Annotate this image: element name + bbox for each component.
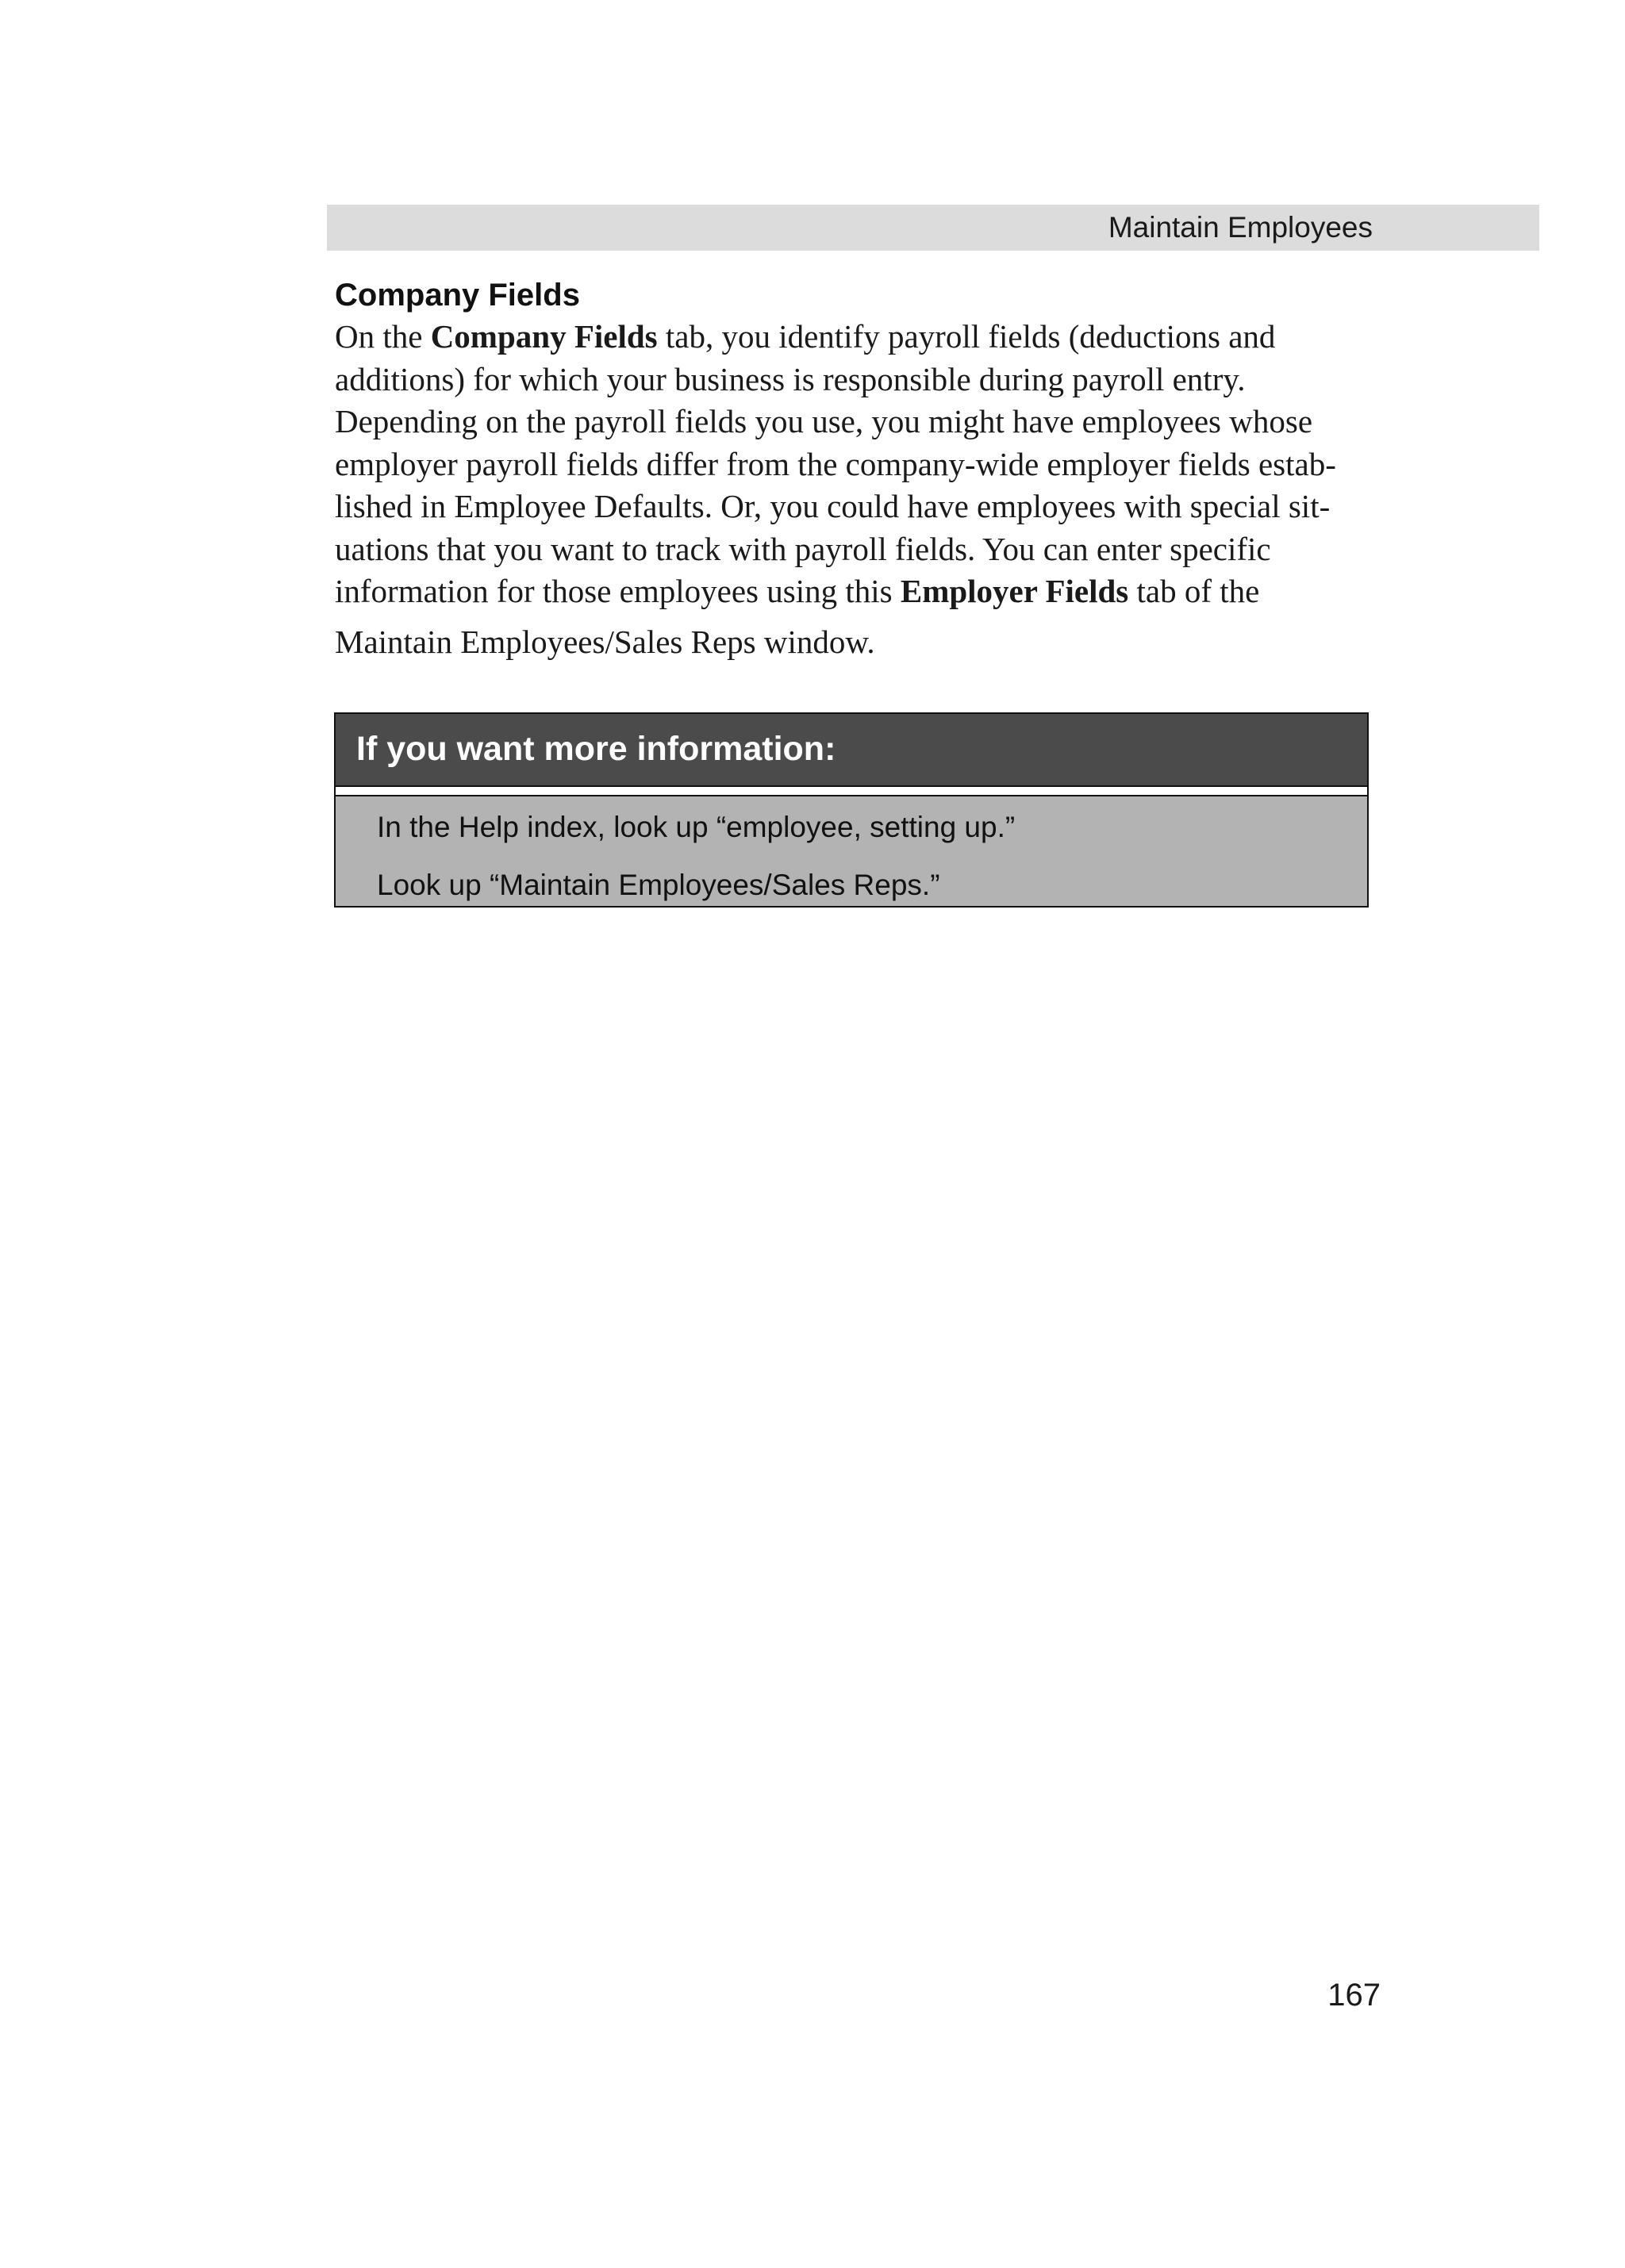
more-info-item: Look up “Maintain Employees/Sales Reps.” <box>377 869 940 901</box>
body-line: employer payroll fields differ from the company-wide employer fields estab- <box>335 445 1336 482</box>
body-line: uations that you want to track with payroll fields. You can enter specific <box>335 530 1271 567</box>
text-run: tab, you identify payroll fields (deductions and <box>657 318 1276 355</box>
bold-term-company-fields: Company Fields <box>430 318 658 355</box>
more-info-divider <box>336 787 1367 796</box>
bold-term-employer-fields: Employer Fields <box>900 573 1129 609</box>
text-run: tab of the <box>1128 573 1260 609</box>
more-info-item: In the Help index, look up “employee, setting up.” <box>377 811 1016 843</box>
more-info-title: If you want more information: <box>356 730 836 768</box>
body-line <box>335 570 1382 613</box>
text-run: information for those employees using this <box>335 573 901 609</box>
page-number: 167 <box>1327 1978 1381 2013</box>
body-paragraph <box>335 316 1382 663</box>
text-run: On the <box>335 318 431 355</box>
more-info-header <box>336 714 1367 787</box>
section-heading: Company Fields <box>335 278 580 313</box>
running-header <box>327 205 1539 251</box>
more-info-list <box>377 798 1015 914</box>
body-line: Depending on the payroll fields you use, you might have employees whose <box>335 403 1313 439</box>
more-info-box <box>334 712 1369 908</box>
body-line: lished in Employee Defaults. Or, you could have employees with special sit- <box>335 488 1331 524</box>
running-header-title: Maintain Employees <box>1108 211 1373 244</box>
body-line <box>335 316 1382 359</box>
body-line: additions) for which your business is responsible during payroll entry. <box>335 360 1246 397</box>
body-line: Maintain Employees/Sales Reps window. <box>335 623 875 660</box>
